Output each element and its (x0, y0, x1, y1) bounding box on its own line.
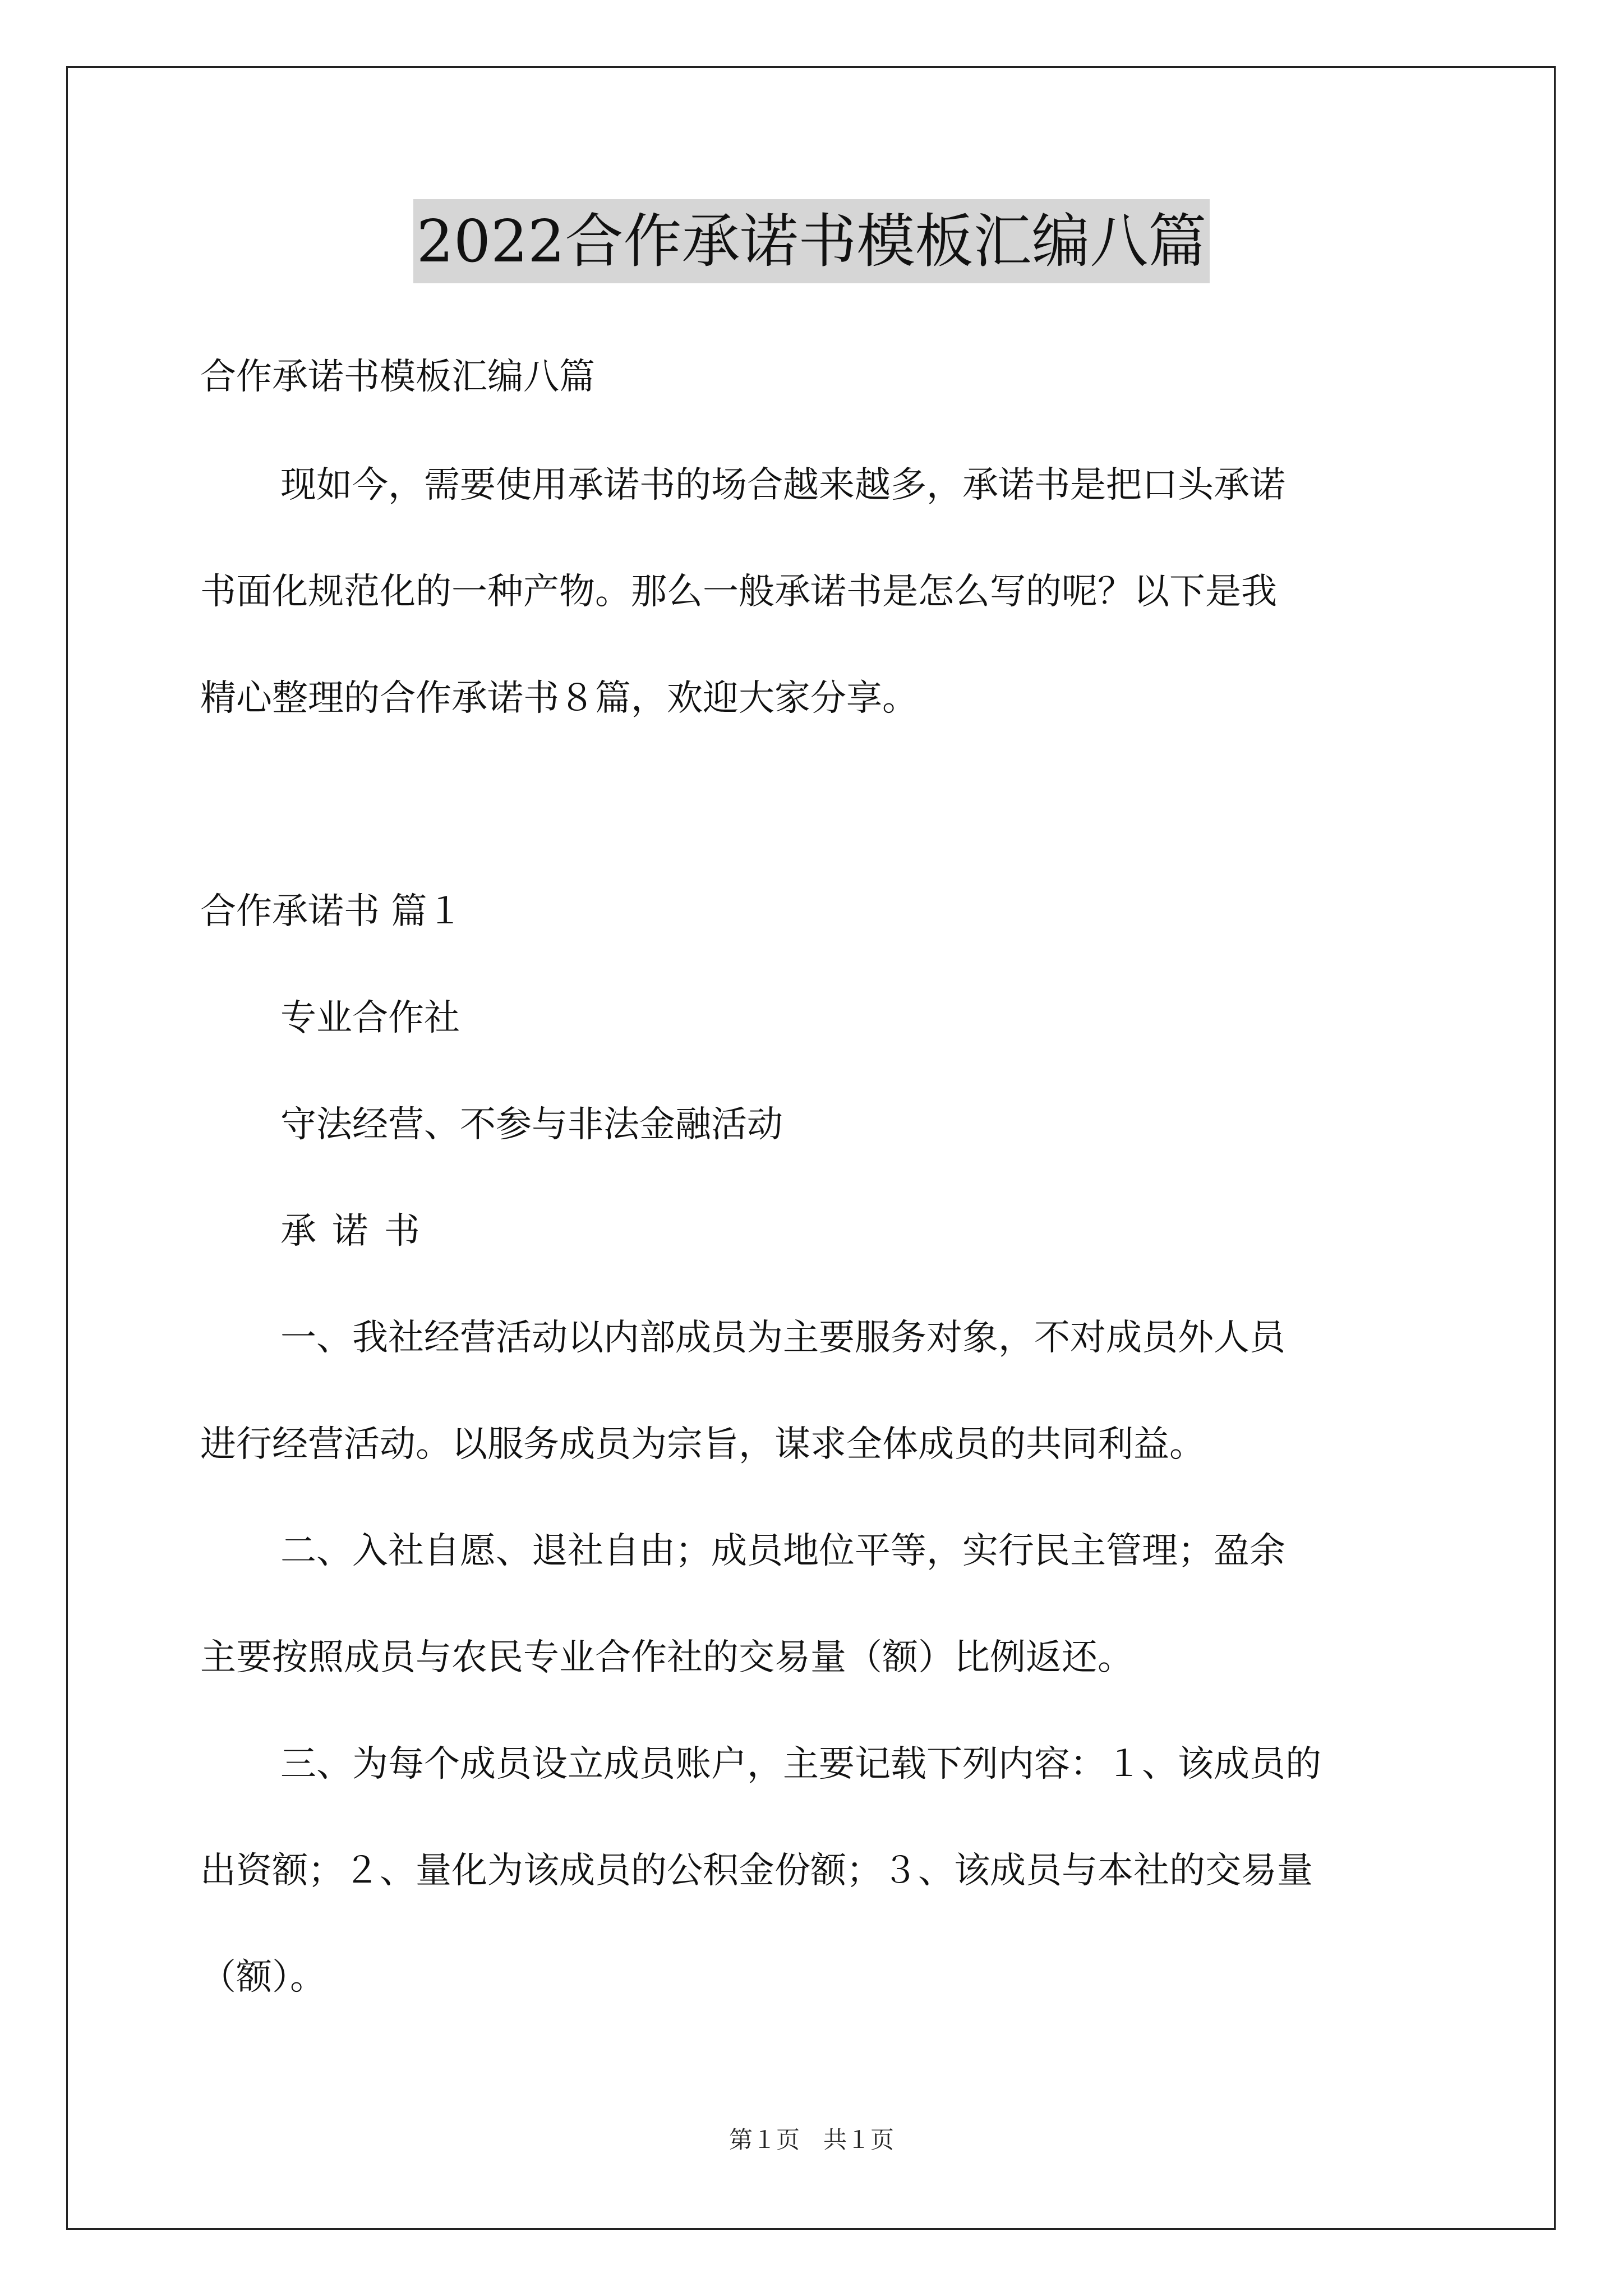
document-title: 2022合作承诺书模板汇编八篇 (413, 199, 1210, 283)
document-subtitle: 合作承诺书模板汇编八篇 (200, 356, 595, 398)
section-heading: 合作承诺书 篇１ (200, 891, 463, 932)
page-number: 第１页 共１页 (728, 2126, 894, 2154)
clause-line-6: 出资额；２、量化为该成员的公积金份额；３、该成员与本社的交易量 (200, 1850, 1313, 1892)
clause-line-3: 二、入社自愿、退社自由；成员地位平等，实行民主管理；盈余 (280, 1530, 1285, 1572)
clause-line-7: （额）。 (200, 1957, 326, 1998)
clause-line-5: 三、为每个成员设立成员账户，主要记载下列内容：１、该成员的 (280, 1743, 1321, 1785)
intro-line-3: 精心整理的合作承诺书８篇，欢迎大家分享。 (200, 678, 918, 719)
doc-type: 承 诺 书 (280, 1211, 422, 1252)
intro-line-1: 现如今，需要使用承诺书的场合越来越多，承诺书是把口头承诺 (280, 464, 1285, 506)
title-container (0, 199, 1623, 283)
clause-line-2: 进行经营活动。以服务成员为宗旨，谋求全体成员的共同利益。 (200, 1424, 1205, 1465)
clause-line-1: 一、我社经营活动以内部成员为主要服务对象，不对成员外人员 (280, 1317, 1285, 1359)
org-name: 专业合作社 (280, 997, 460, 1039)
intro-line-2: 书面化规范化的一种产物。那么一般承诺书是怎么写的呢？以下是我 (200, 571, 1277, 613)
doc-subject: 守法经营、不参与非法金融活动 (280, 1104, 783, 1145)
clause-line-4: 主要按照成员与农民专业合作社的交易量（额）比例返还。 (200, 1637, 1133, 1678)
